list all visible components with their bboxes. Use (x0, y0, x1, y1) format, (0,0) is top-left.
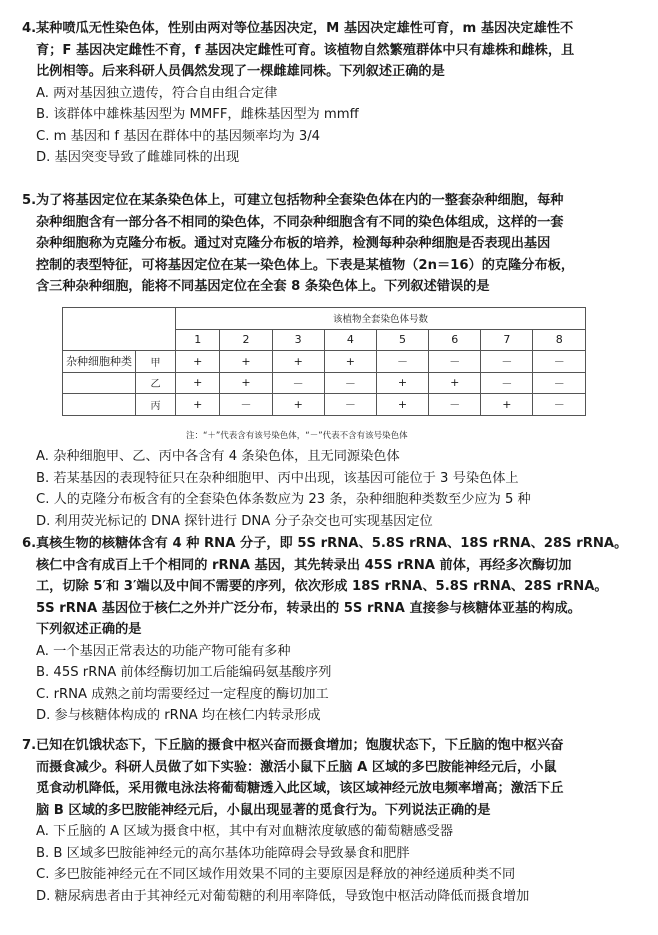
stem-line: 比例相等。后来科研人员偶然发现了一棵雌雄同株。下列叙述正确的是 (36, 64, 445, 79)
table-cell: － (429, 351, 481, 373)
table-row (63, 351, 586, 373)
stem-line: 杂种细胞含有一部分各不相同的染色体，不同杂种细胞含有不同的染色体组成，这样的一套 (36, 214, 564, 230)
stem-line: 真核生物的核糖体含有 4 种 RNA 分子，即 5S rRNA、5.8S rRNA、18S rRNA、28S rRNA。 (36, 536, 628, 551)
option-b[interactable]: B. 该群体中雄株基因型为 MMFF，雌株基因型为 mmff (36, 107, 359, 122)
stem-line: 控制的表型特征，可将基因定位在某一染色体上。下表是某植物（2n＝16）的克隆分布板， (36, 257, 575, 273)
table-cell: － (272, 372, 324, 394)
stem-line: 某种喷瓜无性染色体，性别由两对等位基因决定，M 基因决定雄性可育，m 基因决定雄性不 (36, 21, 574, 36)
option-b[interactable]: B. B 区域多巴胺能神经元的高尔基体功能障碍会导致暴食和肥胖 (36, 845, 410, 861)
question-number: 5. (22, 193, 37, 208)
table-cell: + (220, 372, 272, 394)
option-c[interactable]: C. m 基因和 f 基因在群体中的基因频率均为 3/4 (36, 128, 321, 144)
table-cell: － (481, 351, 533, 373)
option-b[interactable]: B. 45S rRNA 前体经酶切加工后能编码氨基酸序列 (36, 665, 332, 680)
column-header: 7 (481, 329, 533, 351)
table-cell: － (533, 394, 586, 416)
stem-line: 杂种细胞称为克隆分布板。通过对克隆分布板的培养，检测每种杂种细胞是否表现出基因 (36, 236, 551, 251)
table-cell: － (324, 394, 376, 416)
option-d[interactable]: D. 基因突变导致了雌雄同株的出现 (36, 150, 240, 165)
table-cell: + (176, 394, 220, 416)
table-cell: － (324, 372, 376, 394)
table-cell: + (324, 351, 376, 373)
table-cell: + (220, 351, 272, 373)
option-b[interactable]: B. 若某基因的表现特征只在杂种细胞甲、丙中出现，该基因可能位于 3 号染色体上 (36, 470, 519, 486)
option-a[interactable]: A. 杂种细胞甲、乙、丙中各含有 4 条染色体，且无同源染色体 (36, 449, 400, 464)
row-group-label: 杂种细胞种类 (63, 351, 136, 372)
stem-line: 含三种杂种细胞，能将不同基因定位在全套 8 条染色体上。下列叙述错误的是 (36, 279, 490, 294)
column-header: 4 (324, 329, 376, 351)
option-d[interactable]: D. 利用荧光标记的 DNA 探针进行 DNA 分子杂交也可实现基因定位 (36, 513, 433, 529)
column-header: 5 (376, 329, 428, 351)
option-a[interactable]: A. 两对基因独立遗传，符合自由组合定律 (36, 85, 278, 101)
question-number: 7. (22, 738, 37, 753)
column-header: 3 (272, 329, 324, 351)
table-row (63, 372, 586, 394)
question-6 (22, 533, 642, 727)
stem-line: 核仁中含有成百上千个相同的 rRNA 基因，其先转录出 45S rRNA 前体，再经多次酶切加 (36, 557, 572, 573)
table-header: 该植物全套染色体号数 (176, 308, 586, 330)
question-4 (22, 18, 642, 169)
table-cell: + (481, 394, 533, 416)
question-number: 6. (22, 536, 37, 551)
row-label: 丙 (150, 400, 161, 412)
question-5-stem (22, 190, 642, 298)
stem-line: 已知在饥饿状态下，下丘脑的摄食中枢兴奋而摄食增加；饱腹状态下，下丘脑的饱中枢兴奋 (36, 738, 564, 753)
option-c[interactable]: C. 多巴胺能神经元在不同区域作用效果不同的主要原因是释放的神经递质种类不同 (36, 867, 516, 882)
option-d[interactable]: D. 参与核糖体构成的 rRNA 均在核仁内转录形成 (36, 708, 321, 723)
column-header: 6 (429, 329, 481, 351)
table-cell: + (376, 394, 428, 416)
stem-line: 脑 B 区域的多巴胺能神经元后，小鼠出现显著的觅食行为。下列说法正确的是 (36, 802, 491, 818)
table-cell: + (429, 372, 481, 394)
row-label: 甲 (150, 357, 161, 369)
column-header: 2 (220, 329, 272, 351)
table-row (63, 394, 586, 416)
table-cell: － (481, 372, 533, 394)
question-7-stem (22, 735, 642, 821)
question-4-stem (22, 18, 642, 83)
table-cell: － (533, 351, 586, 373)
stem-line: 下列叙述正确的是 (36, 622, 142, 637)
stem-line: 育；F 基因决定雌性不育，f 基因决定雌性可育。该植物自然繁殖群体中只有雄株和雌株，且 (36, 42, 575, 58)
table-cell: + (272, 394, 324, 416)
row-label: 乙 (150, 379, 161, 391)
table-cell: － (429, 394, 481, 416)
stem-line: 为了将基因定位在某条染色体上，可建立包括物种全套染色体在内的一整套杂种细胞，每种 (36, 193, 564, 208)
column-header: 1 (176, 329, 220, 351)
stem-line: 5S rRNA 基因位于核仁之外并广泛分布，转录出的 5S rRNA 直接参与核糖体亚基的构成。 (36, 600, 581, 616)
table-cell: － (533, 372, 586, 394)
option-c[interactable]: C. rRNA 成熟之前均需要经过一定程度的酶切加工 (36, 686, 329, 702)
stem-line: 而摄食减少。科研人员做了如下实验：激活小鼠下丘脑 A 区域的多巴胺能神经元后，小鼠 (36, 759, 557, 775)
question-number: 4. (22, 21, 37, 36)
option-c[interactable]: C. 人的克隆分布板含有的全套染色体条数应为 23 条，杂种细胞种类数至少应为 5 种 (36, 492, 531, 507)
stem-line: 工，切除 5′和 3′端以及中间不需要的序列，依次形成 18S rRNA、5.8S rRNA、28S rRNA。 (36, 579, 608, 594)
table-corner-cell (63, 308, 176, 351)
question-7 (22, 735, 642, 907)
table-cell: + (376, 372, 428, 394)
question-6-stem (22, 533, 642, 641)
table-cell: + (272, 351, 324, 373)
stem-line: 觅食动机降低，采用微电泳法将葡萄糖透入此区域，该区域神经元放电频率增高；激活下丘 (36, 781, 564, 796)
table-cell: + (176, 372, 220, 394)
option-d[interactable]: D. 糖尿病患者由于其神经元对葡萄糖的利用率降低，导致饱中枢活动降低而摄食增加 (36, 888, 530, 904)
table-cell: + (176, 351, 220, 373)
clone-distribution-table (62, 307, 586, 416)
option-a[interactable]: A. 一个基因正常表达的功能产物可能有多种 (36, 643, 291, 659)
table-note: 注：“＋”代表含有该号染色体，“－”代表不含有该号染色体 (186, 431, 408, 441)
column-header: 8 (533, 329, 586, 351)
question-5-options (22, 446, 642, 532)
table-cell: － (376, 351, 428, 373)
question-5 (22, 190, 642, 298)
option-a[interactable]: A. 下丘脑的 A 区域为摄食中枢，其中有对血糖浓度敏感的葡萄糖感受器 (36, 824, 454, 839)
table-cell: － (220, 394, 272, 416)
